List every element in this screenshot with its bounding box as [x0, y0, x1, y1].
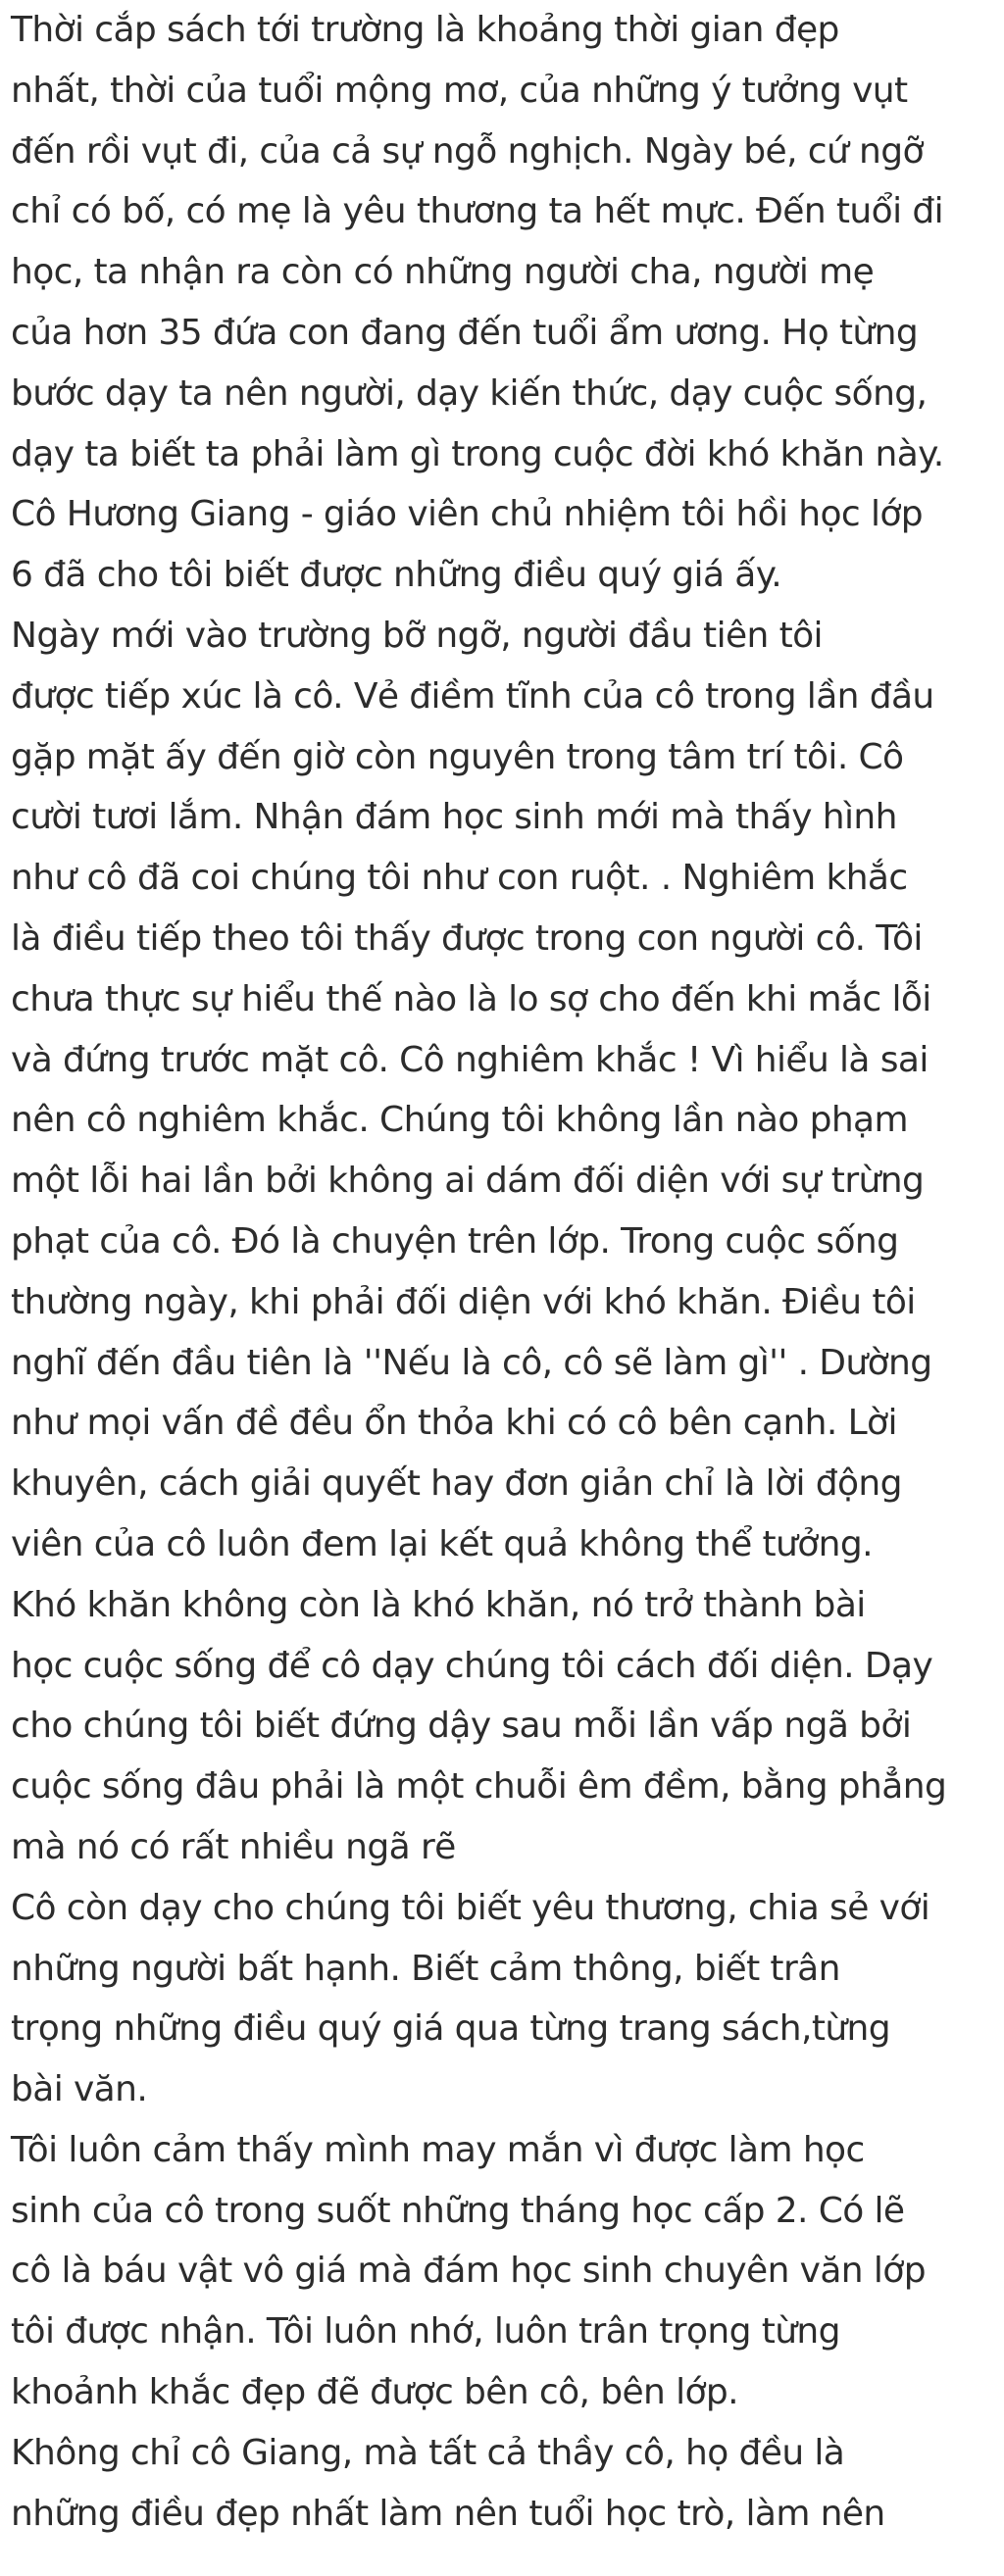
text-line: cho chúng tôi biết đứng dậy sau mỗi lần vấp ngã bởi [11, 1706, 912, 1747]
text-line: học cuộc sống để cô dạy chúng tôi cách đối diện. Dạy [11, 1645, 933, 1686]
text-line: và đứng trước mặt cô. Cô nghiêm khắc ! Vì hiểu là sai [11, 1039, 929, 1080]
text-line: trọng những điều quý giá qua từng trang sách,từng [11, 2008, 891, 2050]
text-line: như cô đã coi chúng tôi như con ruột. . Nghiêm khắc [11, 858, 908, 899]
text-line: mà nó có rất nhiều ngã rẽ [11, 1826, 456, 1867]
text-line: đến rồi vụt đi, của cả sự ngỗ nghịch. Ngày bé, cứ ngỡ [11, 130, 924, 172]
text-line: 6 đã cho tôi biết được những điều quý giá ấy. [11, 555, 782, 596]
text-line: Cô Hương Giang - giáo viên chủ nhiệm tôi hồi học lớp [11, 494, 924, 535]
text-line: được tiếp xúc là cô. Vẻ điềm tĩnh của cô trong lần đầu [11, 675, 934, 717]
essay-text [11, 0, 1001, 2544]
text-line: viên của cô luôn đem lại kết quả không thể tưởng. [11, 1523, 873, 1564]
text-line: khuyên, cách giải quyết hay đơn giản chỉ là lời động [11, 1463, 902, 1505]
text-line: tôi được nhận. Tôi luôn nhớ, luôn trân trọng từng [11, 2311, 840, 2353]
text-line: như mọi vấn đề đều ổn thỏa khi có cô bên cạnh. Lời [11, 1403, 897, 1444]
text-line: thường ngày, khi phải đối diện với khó khăn. Điều tôi [11, 1281, 916, 1322]
text-line: cuộc sống đâu phải là một chuỗi êm đềm, bằng phẳng [11, 1766, 947, 1808]
text-line: sinh của cô trong suốt những tháng học cấp 2. Có lẽ [11, 2190, 905, 2231]
text-line: cô là báu vật vô giá mà đám học sinh chuyên văn lớp [11, 2251, 926, 2292]
text-line: Khó khăn không còn là khó khăn, nó trở thành bài [11, 1584, 866, 1625]
text-line: một lỗi hai lần bởi không ai dám đối diện với sự trừng [11, 1161, 925, 1202]
text-line: nhất, thời của tuổi mộng mơ, của những ý tưởng vụt [11, 70, 908, 111]
text-line: bài văn. [11, 2069, 148, 2110]
text-line: dạy ta biết ta phải làm gì trong cuộc đời khó khăn này. [11, 433, 944, 474]
text-line: Ngày mới vào trường bỡ ngỡ, người đầu tiên tôi [11, 615, 823, 656]
text-line: là điều tiếp theo tôi thấy được trong con người cô. Tôi [11, 917, 923, 959]
text-line: cười tươi lắm. Nhận đám học sinh mới mà thấy hình [11, 797, 897, 838]
text-line: Cô còn dạy cho chúng tôi biết yêu thương, chia sẻ với [11, 1887, 930, 1928]
text-line: phạt của cô. Đó là chuyện trên lớp. Trong cuộc sống [11, 1220, 899, 1262]
text-line: chỉ có bố, có mẹ là yêu thương ta hết mực. Đến tuổi đi [11, 191, 943, 232]
text-line: nên cô nghiêm khắc. Chúng tôi không lần nào phạm [11, 1100, 908, 1141]
text-line: gặp mặt ấy đến giờ còn nguyên trong tâm trí tôi. Cô [11, 736, 904, 777]
text-line: những điều đẹp nhất làm nên tuổi học trò, làm nên [11, 2493, 885, 2534]
text-line: Thời cắp sách tới trường là khoảng thời gian đẹp [11, 10, 839, 50]
text-line: chưa thực sự hiểu thế nào là lo sợ cho đến khi mắc lỗi [11, 978, 931, 1019]
text-line: bước dạy ta nên người, dạy kiến thức, dạy cuộc sống, [11, 372, 928, 414]
text-line: của hơn 35 đứa con đang đến tuổi ẩm ương. Họ từng [11, 312, 919, 353]
text-line: khoảnh khắc đẹp đẽ được bên cô, bên lớp. [11, 2372, 739, 2413]
text-line: những người bất hạnh. Biết cảm thông, biết trân [11, 1948, 840, 1989]
text-line: nghĩ đến đầu tiên là ''Nếu là cô, cô sẽ làm gì'' . Dường [11, 1342, 932, 1383]
text-line: Tôi luôn cảm thấy mình may mắn vì được làm học [11, 2129, 865, 2170]
text-line: học, ta nhận ra còn có những người cha, người mẹ [11, 252, 875, 293]
text-line: Không chỉ cô Giang, mà tất cả thầy cô, họ đều là [11, 2432, 845, 2473]
